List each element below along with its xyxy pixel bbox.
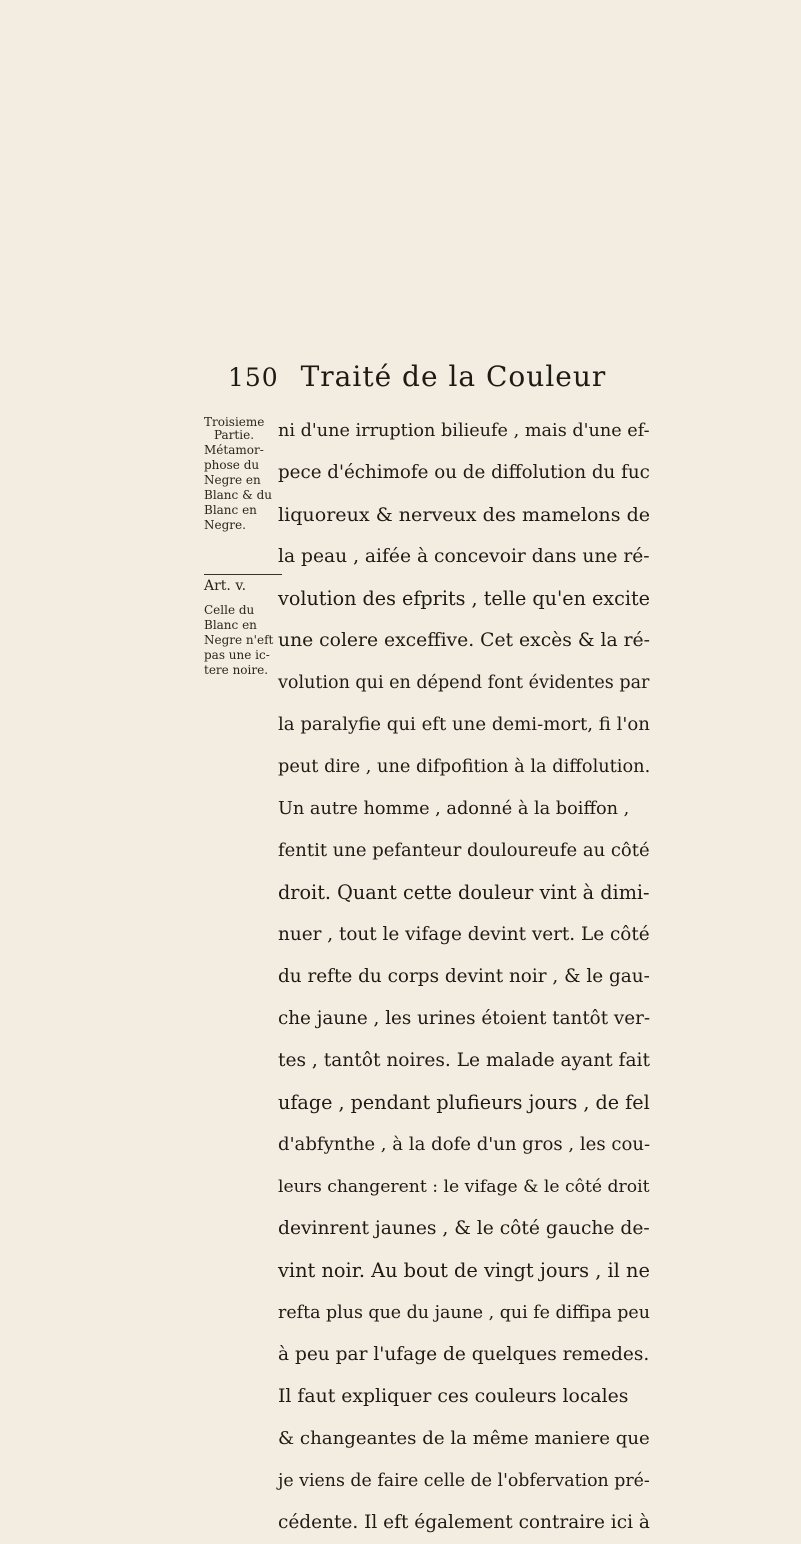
margin-note-line: Negre. — [204, 518, 246, 532]
margin-rule — [204, 574, 282, 575]
text-line: je viens de faire celle de l'obfervation pré- — [278, 1471, 650, 1491]
margin-note-line: Troisieme — [204, 415, 265, 429]
margin-note-line: Celle du — [204, 603, 255, 617]
margin-note-line: phose du — [204, 458, 260, 472]
text-line: nuer , tout le vifage devint vert. Le côté — [278, 924, 650, 945]
body-text — [278, 410, 658, 1544]
text-line: & changeantes de la même maniere que — [278, 1428, 650, 1449]
text-line: ni d'une irruption bilieufe , mais d'une ef- — [278, 421, 650, 441]
page-number: 150 — [228, 363, 279, 392]
text-line: vint noir. Au bout de vingt jours , il ne — [278, 1259, 650, 1282]
text-line: à peu par l'ufage de quelques remedes. — [278, 1344, 650, 1365]
text-line: Un autre homme , adonné à la boiffon , — [278, 799, 630, 819]
text-line: d'abfynthe , à la dofe d'un gros , les cou- — [278, 1134, 651, 1155]
text-line: ufage , pendant plufieurs jours , de fel — [278, 1091, 650, 1114]
text-line: volution qui en dépend font évidentes par — [278, 673, 650, 693]
text-line: tes , tantôt noires. Le malade ayant fait — [278, 1050, 650, 1071]
margin-note-line: Partie. — [214, 428, 255, 442]
text-line: pece d'échimofe ou de diffolution du fuc — [278, 462, 650, 483]
margin-note-metamorphose — [204, 444, 272, 534]
margin-note-article — [204, 604, 273, 679]
text-line: leurs changerent : le vifage & le côté droit — [278, 1177, 650, 1197]
part-marker — [204, 416, 264, 442]
text-line: refta plus que du jaune , qui fe diffipa peu — [278, 1303, 650, 1323]
margin-note-line: Blanc en — [204, 618, 257, 632]
margin-note-line: pas une ic- — [204, 648, 270, 662]
text-line: devinrent jaunes , & le côté gauche de- — [278, 1218, 650, 1239]
text-line: Il faut expliquer ces couleurs locales — [278, 1386, 629, 1407]
text-line: du refte du corps devint noir , & le gau- — [278, 966, 650, 987]
text-line: droit. Quant cette douleur vint à dimi- — [278, 881, 650, 904]
text-line: cédente. Il eft également contraire ici à — [278, 1512, 650, 1533]
margin-note-line: Negre en — [204, 473, 261, 487]
running-title: Traité de la Couleur — [300, 360, 607, 393]
text-line: che jaune , les urines étoient tantôt ver- — [278, 1008, 651, 1029]
text-line: peut dire , une difpofition à la diffolution. — [278, 757, 651, 777]
article-label: Art. v. — [204, 580, 246, 593]
text-line: liquoreux & nerveux des mamelons de — [278, 504, 651, 526]
margin-note-line: Blanc & du — [204, 488, 272, 502]
text-line: une colere exceffive. Cet excès & la ré- — [278, 630, 650, 651]
text-line: la peau , aifée à concevoir dans une ré- — [278, 546, 650, 567]
page-header — [228, 360, 668, 393]
text-line: la paralyfie qui eft une demi-mort, fi l'on — [278, 714, 650, 735]
text-line: volution des efprits , telle qu'en excite — [278, 587, 650, 610]
margin-note-line: tere noire. — [204, 663, 269, 677]
text-line: fentit une pefanteur douloureufe au côté — [278, 840, 650, 861]
margin-note-line: Blanc en — [204, 503, 257, 517]
margin-note-line: Negre n'eft — [204, 633, 274, 647]
margin-note-line: Métamor- — [204, 443, 264, 457]
